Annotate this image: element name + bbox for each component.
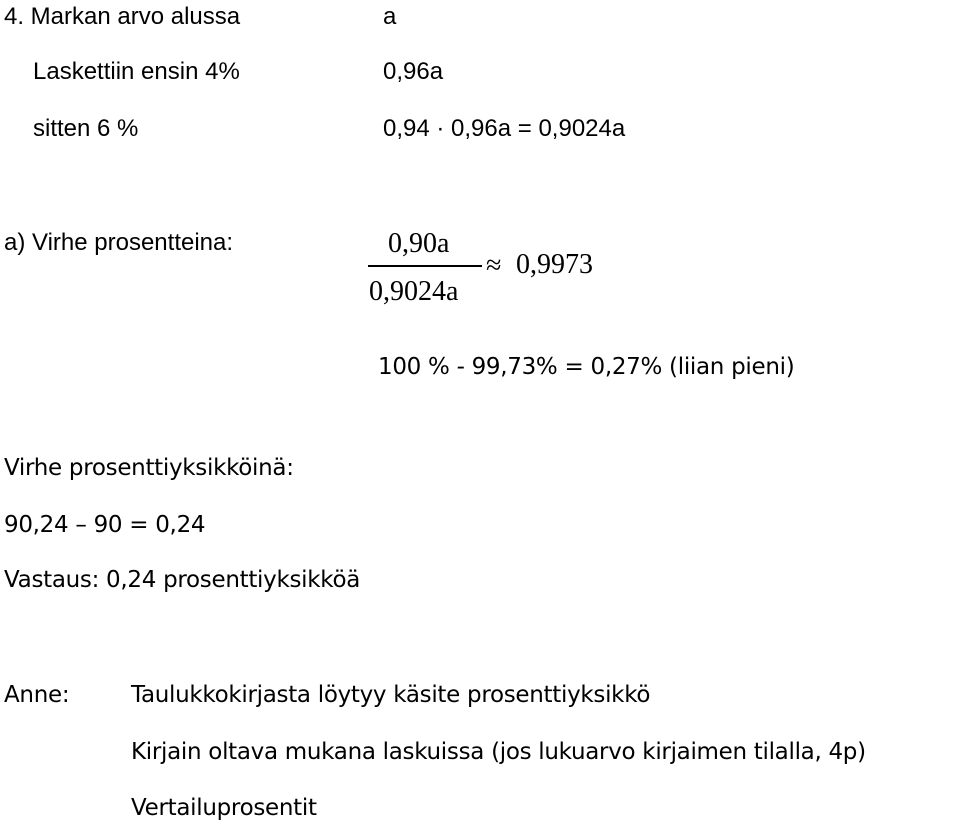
approx-symbol: ≈	[486, 250, 502, 281]
step2-label: sitten 6 %	[33, 115, 139, 142]
fraction-bar	[368, 265, 482, 267]
fraction-denominator: 0,9024a	[369, 276, 459, 307]
step1-label: Laskettiin ensin 4%	[33, 58, 240, 85]
note-item: Taulukkokirjasta löytyy käsite prosenttiyksikkö	[131, 682, 651, 708]
fraction-numerator: 0,90a	[388, 228, 450, 259]
part-a-label: a) Virhe prosentteina:	[4, 229, 234, 256]
initial-value: a	[383, 3, 397, 30]
note-item: Vertailuprosentit	[131, 795, 317, 821]
percentage-points-label: Virhe prosenttiyksikköinä:	[4, 455, 294, 481]
problem-heading: 4. Markan arvo alussa	[4, 3, 241, 30]
percentage-points-answer: Vastaus: 0,24 prosenttiyksikköä	[4, 567, 361, 593]
notes-label: Anne:	[4, 682, 70, 708]
note-item: Kirjain oltava mukana laskuissa (jos lukuarvo kirjaimen tilalla, 4p)	[131, 739, 866, 765]
step2-value: 0,94 · 0,96a = 0,9024a	[383, 115, 626, 142]
percentage-points-calc: 90,24 – 90 = 0,24	[4, 512, 206, 538]
fraction-result: 0,9973	[516, 249, 593, 280]
percent-calc: 100 % - 99,73% = 0,27% (liian pieni)	[378, 354, 795, 380]
step1-value: 0,96a	[383, 58, 444, 85]
